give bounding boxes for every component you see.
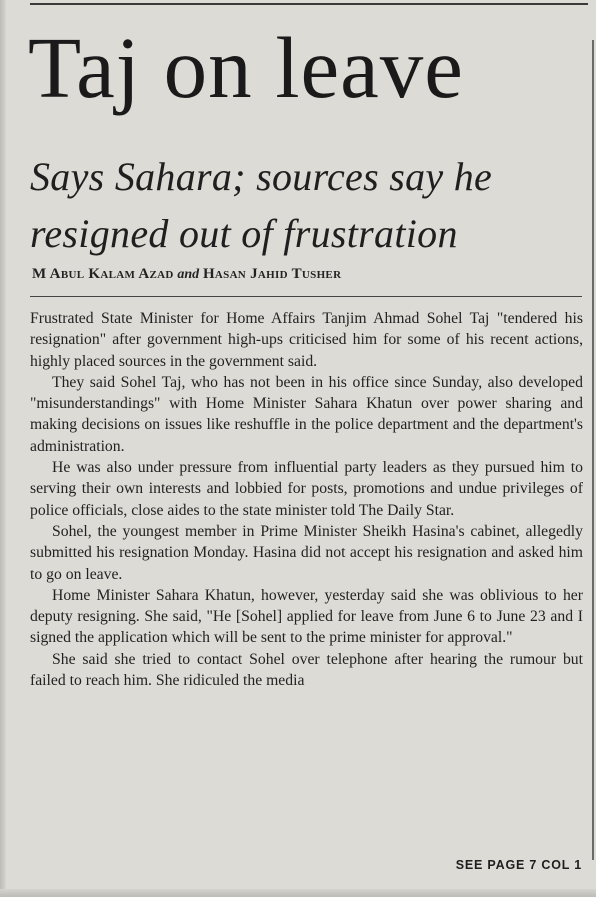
bottom-edge [0, 889, 596, 897]
headline: Taj on leave [28, 19, 464, 116]
paragraph-5: Home Minister Sahara Khatun, however, yesterday said she was oblivious to her deputy resigning. She said, "He [Sohel] applied for leave from June 6 to June 23 and I signed the application which will be sent to the prime minister for approval." [30, 586, 583, 647]
subheadline: Says Sahara; sources say he resigned out of frustration [30, 154, 493, 256]
paragraph-1: Frustrated State Minister for Home Affairs Tanjim Ahmad Sohel Taj "tendered his resignation" after government high-ups criticised him for some of his recent actions, highly placed sources in the government said. [30, 310, 583, 370]
article-body [30, 308, 583, 691]
byline [32, 266, 341, 283]
byline-rule [30, 296, 582, 297]
adjacent-column-edge [0, 0, 6, 897]
paragraph-2: They said Sohel Taj, who has not been in his office since Sunday, also developed "misunderstandings" with Home Minister Sahara Khatun over power sharing and making decisions on issues like reshuffle in the police department and the department's administration. [30, 373, 583, 455]
byline-author-2: Hasan Jahid Tusher [202, 266, 342, 282]
column-rule [592, 40, 594, 860]
byline-conjunction: and [177, 267, 200, 282]
paragraph-3: He was also under pressure from influential party leaders as they pursued him to serving their own interests and lobbied for posts, promotions and undue privileges of police officials, close aides to the state minister told The Daily Star. [30, 459, 583, 519]
byline-author-1: M Abul Kalam Azad [32, 266, 174, 282]
continued-on-page-jump: SEE PAGE 7 COL 1 [455, 858, 582, 872]
paragraph-4: Sohel, the youngest member in Prime Minister Sheikh Hasina's cabinet, allegedly submitted his resignation Monday. Hasina did not accept his resignation and asked him to go on leave. [30, 522, 583, 583]
top-rule [30, 3, 588, 5]
paragraph-6: She said she tried to contact Sohel over telephone after hearing the rumour but failed to reach him. She ridiculed the media [30, 650, 583, 690]
